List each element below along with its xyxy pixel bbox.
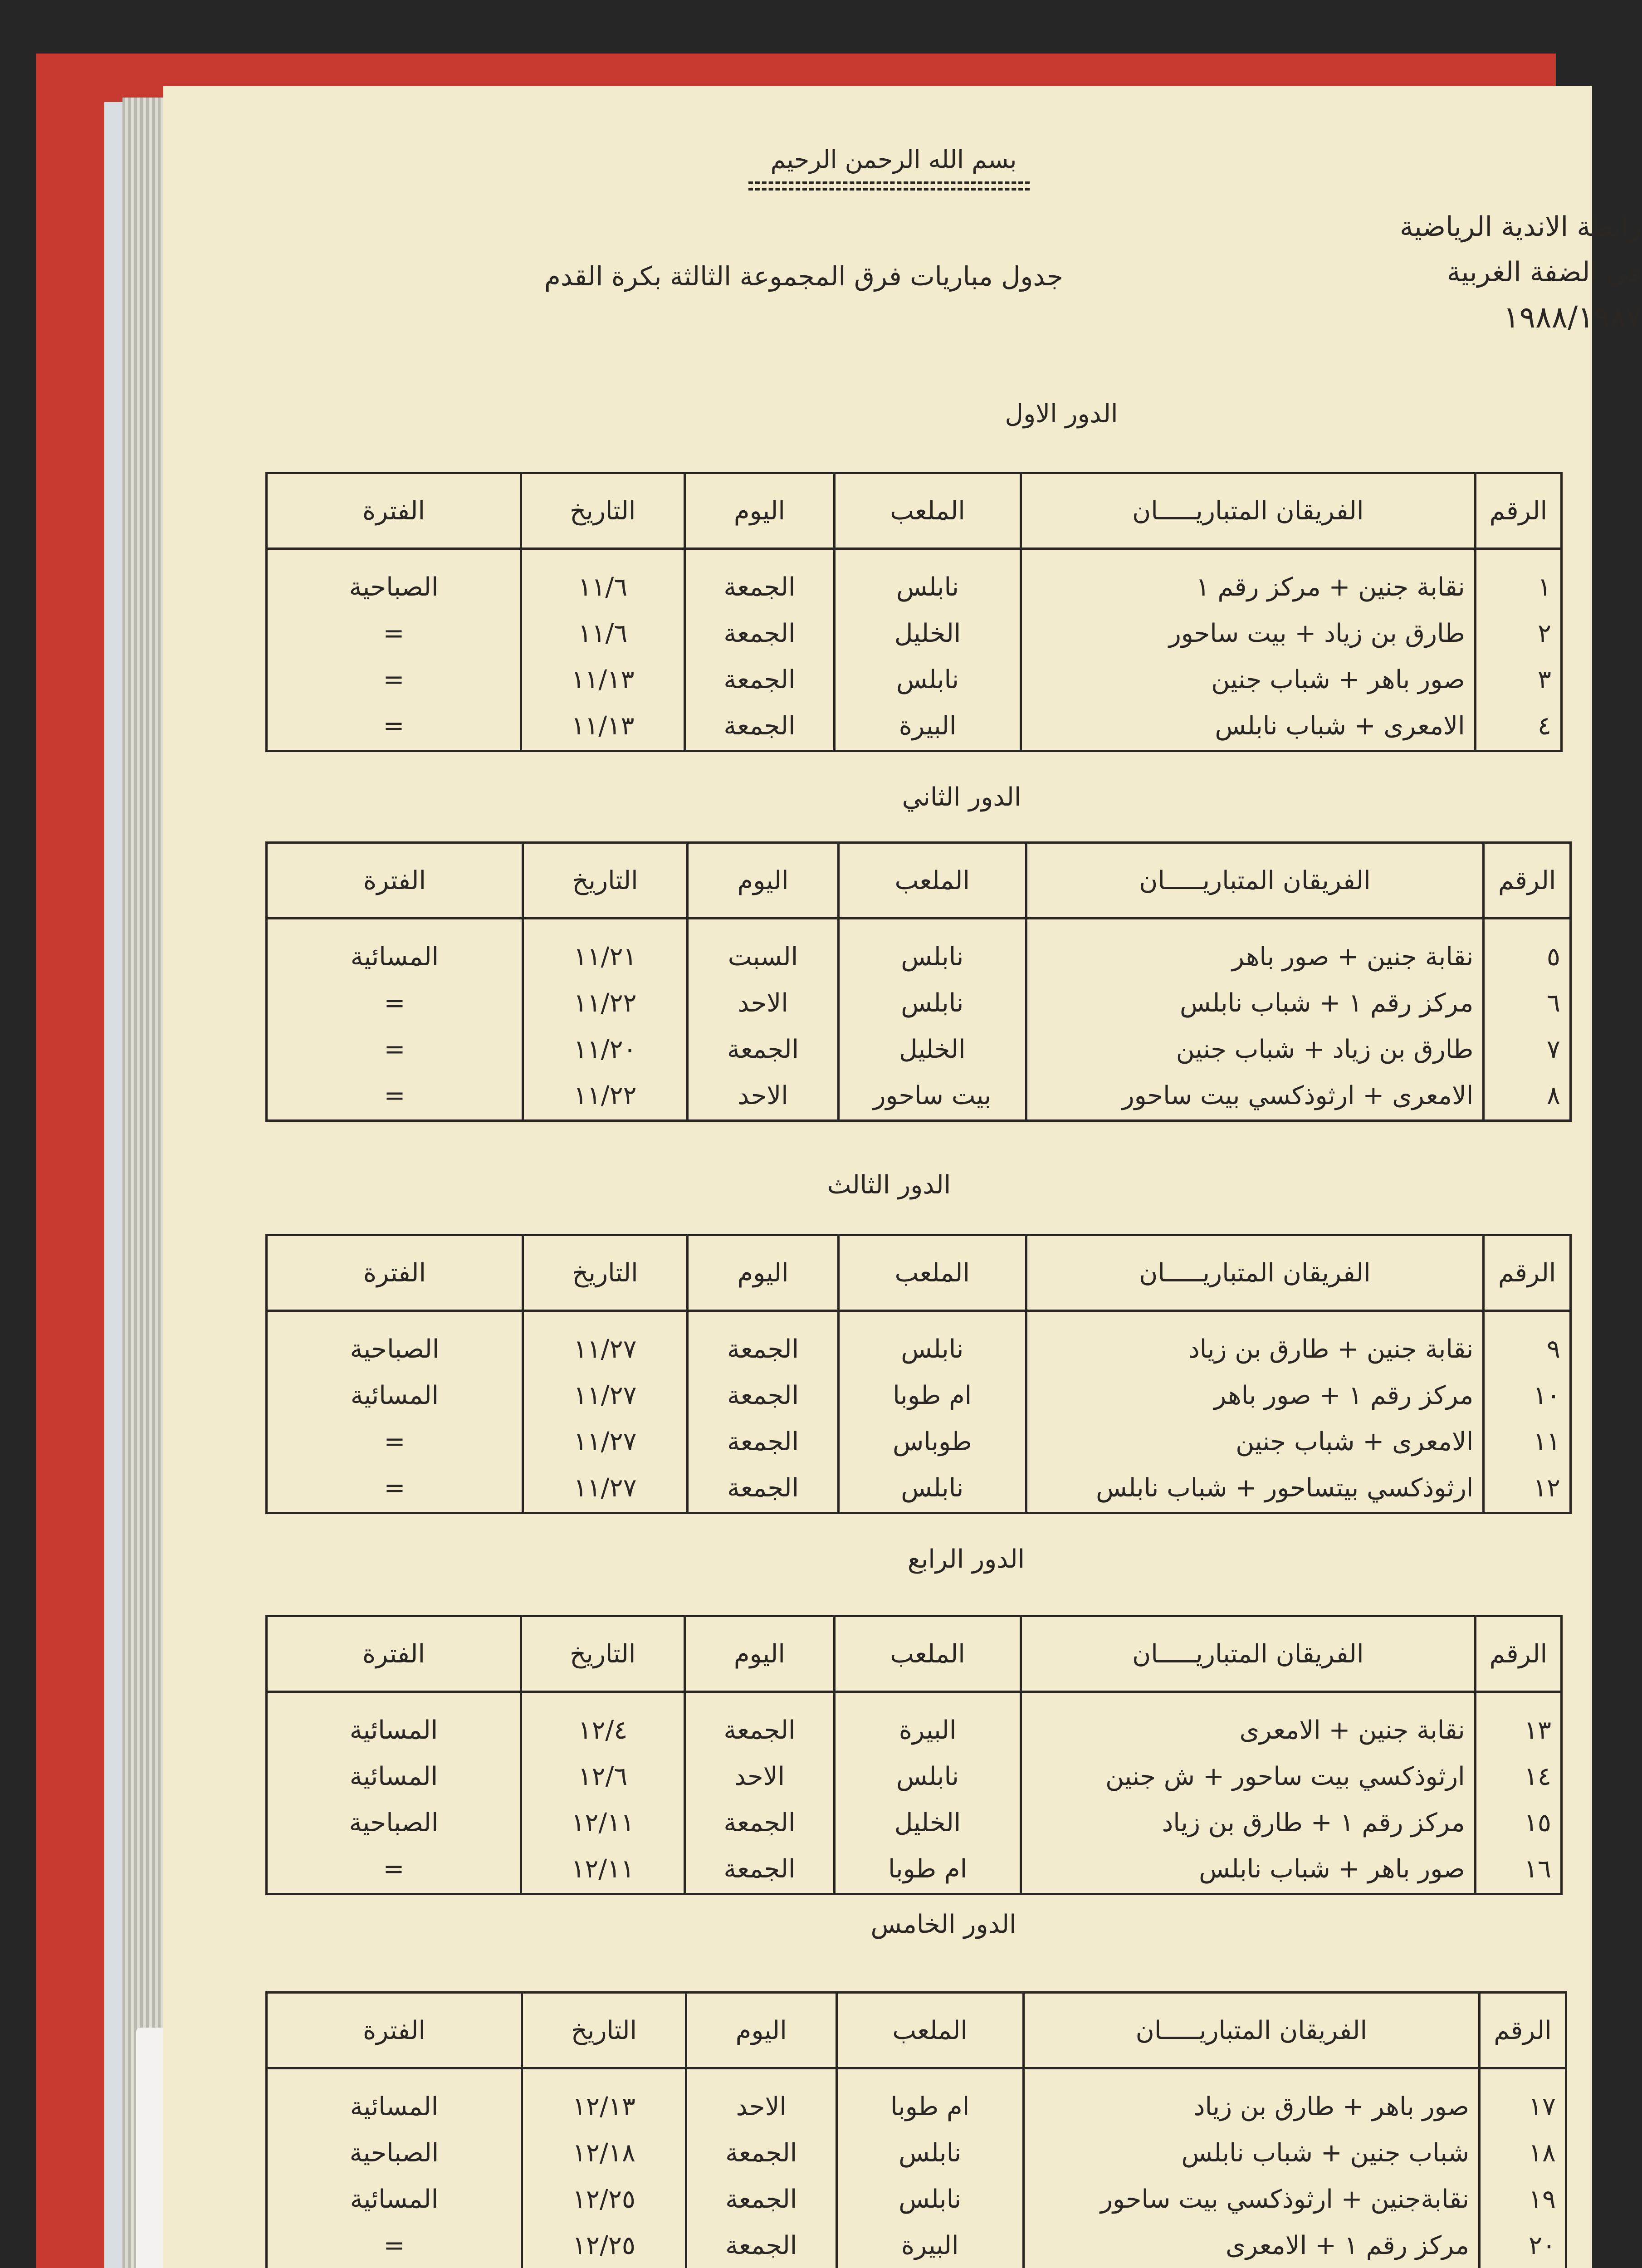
bookmark-tab xyxy=(136,2028,163,2268)
match-teams: صور باهر + طارق بن زياد xyxy=(1193,2092,1469,2121)
match-num: ٢ xyxy=(1537,619,1551,648)
org-name: رابطة الاندية الرياضية xyxy=(1399,211,1642,243)
round-table xyxy=(265,841,1572,1122)
column-header-date: التاريخ xyxy=(523,1235,687,1311)
column-cell-date xyxy=(521,1692,685,1894)
match-day: الاحد xyxy=(738,988,788,1018)
match-period: = xyxy=(384,1081,406,1110)
column-header-venue: الملعب xyxy=(838,843,1026,919)
column-cell-teams xyxy=(1023,2068,1479,2268)
match-venue: نابلس xyxy=(899,2138,962,2168)
match-venue: بيت ساحور xyxy=(873,1081,992,1110)
match-venue: الخليل xyxy=(899,1035,966,1064)
column-cell-day xyxy=(688,1311,839,1513)
column-header-venue: الملعب xyxy=(835,1616,1021,1692)
match-period: المسائية xyxy=(349,1716,438,1745)
org-region: في الضفة الغربية xyxy=(1447,256,1642,288)
season: ١٩٨٨/١٩٨٧ xyxy=(1503,300,1642,335)
match-venue: نابلس xyxy=(899,2185,962,2214)
column-header-venue: الملعب xyxy=(835,473,1021,549)
table-row xyxy=(267,1692,1562,1894)
column-cell-venue xyxy=(838,1311,1026,1513)
round-table xyxy=(265,1991,1567,2268)
column-header-num: الرقم xyxy=(1475,1616,1561,1692)
round-table xyxy=(265,1234,1572,1514)
column-header-date: التاريخ xyxy=(523,843,687,919)
match-teams: نقابة جنين + صور باهر xyxy=(1232,942,1474,972)
match-period: الصباحية xyxy=(349,572,439,602)
match-teams: مركز رقم ١ + صور باهر xyxy=(1214,1381,1474,1410)
column-cell-date xyxy=(523,919,687,1121)
match-teams: ارثوذكسي بيتساحور + شباب نابلس xyxy=(1096,1473,1474,1503)
match-venue: البيرة xyxy=(899,711,957,741)
match-num: ١٤ xyxy=(1524,1762,1551,1791)
column-header-day: اليوم xyxy=(688,1235,839,1311)
table-header-row xyxy=(267,843,1571,919)
match-date: ١٢/٢٥ xyxy=(572,2231,635,2260)
match-date: ١١/٢٢ xyxy=(573,1081,637,1110)
table-header-row xyxy=(267,1993,1566,2068)
match-num: ١٨ xyxy=(1528,2138,1556,2168)
round-title: الدور الخامس xyxy=(870,1910,1016,1939)
column-cell-day xyxy=(686,2068,836,2268)
page-stack-edge xyxy=(104,102,122,2268)
match-period: = xyxy=(383,711,405,741)
match-period: الصباحية xyxy=(349,2138,439,2168)
column-cell-day xyxy=(684,549,835,751)
round-title: الدور الرابع xyxy=(907,1545,1025,1574)
table-row xyxy=(267,919,1571,1121)
match-venue: نابلس xyxy=(901,1334,964,1364)
match-teams: ارثوذكسي بيت ساحور + ش جنين xyxy=(1105,1762,1465,1791)
decorative-rule xyxy=(748,181,1030,191)
column-cell-venue xyxy=(838,919,1026,1121)
match-day: الجمعة xyxy=(723,665,796,694)
column-cell-teams xyxy=(1021,549,1475,751)
match-day: الاحد xyxy=(738,1081,788,1110)
match-period: = xyxy=(384,1427,406,1457)
match-num: ٧ xyxy=(1546,1035,1560,1064)
match-date: ١٢/٤ xyxy=(578,1716,628,1745)
match-venue: نابلس xyxy=(901,942,964,972)
match-date: ١٢/١٣ xyxy=(572,2092,635,2121)
column-header-teams: الفريقان المتباريـــــان xyxy=(1021,1616,1475,1692)
column-header-day: اليوم xyxy=(684,473,835,549)
column-header-num: الرقم xyxy=(1484,1235,1571,1311)
match-num: ٢٠ xyxy=(1528,2231,1556,2260)
match-period: = xyxy=(383,1854,405,1884)
page-stack-edges xyxy=(122,98,163,2268)
match-num: ٥ xyxy=(1546,942,1560,972)
match-teams: نقابةجنين + ارثوذكسي بيت ساحور xyxy=(1100,2185,1469,2214)
column-cell-period xyxy=(267,549,521,751)
match-teams: طارق بن زياد + بيت ساحور xyxy=(1168,619,1465,648)
match-period: المسائية xyxy=(350,942,439,972)
match-day: الجمعة xyxy=(723,711,796,741)
match-date: ١١/٢٠ xyxy=(573,1035,637,1064)
match-teams: نقابة جنين + مركز رقم ١ xyxy=(1196,572,1465,602)
match-teams: الامعرى + ارثوذكسي بيت ساحور xyxy=(1122,1081,1474,1110)
column-header-teams: الفريقان المتباريـــــان xyxy=(1023,1993,1479,2068)
column-cell-period xyxy=(267,1311,523,1513)
match-period: المسائية xyxy=(349,1762,438,1791)
column-header-date: التاريخ xyxy=(521,1616,685,1692)
match-day: الجمعة xyxy=(723,619,796,648)
column-header-num: الرقم xyxy=(1484,843,1571,919)
column-header-period: الفترة xyxy=(267,473,521,549)
match-day: الجمعة xyxy=(725,2185,797,2214)
match-num: ١٥ xyxy=(1524,1808,1551,1838)
match-period: = xyxy=(383,665,405,694)
document-title: جدول مباريات فرق المجموعة الثالثة بكرة القدم xyxy=(544,261,1063,292)
match-day: الجمعة xyxy=(725,2231,797,2260)
table-row xyxy=(267,549,1562,751)
match-venue: البيرة xyxy=(901,2231,959,2260)
match-num: ١٧ xyxy=(1528,2092,1556,2121)
match-venue: ام طوبا xyxy=(888,1854,968,1884)
round-title: الدور الثاني xyxy=(902,782,1021,812)
column-cell-venue xyxy=(836,2068,1023,2268)
match-period: = xyxy=(383,619,405,648)
match-teams: شباب جنين + شباب نابلس xyxy=(1181,2138,1469,2168)
column-cell-period xyxy=(267,2068,522,2268)
match-num: ٤ xyxy=(1537,711,1551,741)
match-day: الجمعة xyxy=(725,2138,797,2168)
column-cell-num xyxy=(1475,549,1561,751)
match-date: ١٢/٦ xyxy=(578,1762,628,1791)
match-day: الاحد xyxy=(734,1762,785,1791)
match-teams: مركز رقم ١ + الامعرى xyxy=(1226,2231,1469,2260)
match-day: الجمعة xyxy=(727,1035,799,1064)
match-num: ١١ xyxy=(1533,1427,1560,1457)
match-venue: نابلس xyxy=(896,1762,959,1791)
column-cell-num xyxy=(1475,1692,1561,1894)
column-header-day: اليوم xyxy=(684,1616,835,1692)
match-teams: مركز رقم ١ + طارق بن زياد xyxy=(1162,1808,1465,1838)
match-teams: طارق بن زياد + شباب جنين xyxy=(1176,1035,1474,1064)
organization-header xyxy=(1400,204,1642,340)
match-period: = xyxy=(383,2231,405,2260)
match-num: ١٣ xyxy=(1524,1716,1551,1745)
column-cell-day xyxy=(684,1692,835,1894)
match-venue: ام طوبا xyxy=(893,1381,972,1410)
match-date: ١٢/١٨ xyxy=(572,2138,635,2168)
column-header-venue: الملعب xyxy=(836,1993,1023,2068)
match-num: ٩ xyxy=(1546,1334,1560,1364)
match-venue: الخليل xyxy=(894,1808,961,1838)
match-date: ١١/١٣ xyxy=(571,665,635,694)
match-day: الجمعة xyxy=(723,1854,796,1884)
match-num: ٣ xyxy=(1537,665,1551,694)
column-header-period: الفترة xyxy=(267,1993,522,2068)
match-num: ٦ xyxy=(1546,988,1560,1018)
match-date: ١١/٢١ xyxy=(573,942,637,972)
match-date: ١١/٢٧ xyxy=(573,1334,637,1364)
table-header-row xyxy=(267,473,1562,549)
match-day: الجمعة xyxy=(723,1716,796,1745)
match-date: ١١/٢٧ xyxy=(573,1473,637,1503)
match-teams: صور باهر + شباب جنين xyxy=(1211,665,1465,694)
column-header-period: الفترة xyxy=(267,1616,521,1692)
match-day: الجمعة xyxy=(727,1427,799,1457)
column-cell-date xyxy=(522,2068,686,2268)
match-date: ١١/١٣ xyxy=(571,711,635,741)
match-date: ١٢/١١ xyxy=(571,1808,635,1838)
match-period: الصباحية xyxy=(350,1334,440,1364)
column-header-num: الرقم xyxy=(1480,1993,1566,2068)
match-teams: نقابة جنين + الامعرى xyxy=(1239,1716,1465,1745)
table-row xyxy=(267,1311,1571,1513)
column-cell-num xyxy=(1484,919,1571,1121)
match-teams: نقابة جنين + طارق بن زياد xyxy=(1188,1334,1474,1364)
round-title: الدور الاول xyxy=(1005,399,1118,429)
match-num: ١٦ xyxy=(1524,1854,1551,1884)
round-table xyxy=(265,472,1563,752)
match-venue: طوباس xyxy=(893,1427,972,1457)
match-period: = xyxy=(384,1035,406,1064)
column-cell-period xyxy=(267,919,523,1121)
column-cell-num xyxy=(1480,2068,1566,2268)
table-header-row xyxy=(267,1616,1562,1692)
column-header-teams: الفريقان المتباريـــــان xyxy=(1026,1235,1484,1311)
column-header-date: التاريخ xyxy=(522,1993,686,2068)
column-header-period: الفترة xyxy=(267,843,523,919)
column-header-day: اليوم xyxy=(686,1993,836,2068)
match-period: = xyxy=(384,988,406,1018)
match-day: الجمعة xyxy=(727,1473,799,1503)
match-day: الجمعة xyxy=(723,1808,796,1838)
column-header-num: الرقم xyxy=(1475,473,1561,549)
match-venue: نابلس xyxy=(901,1473,964,1503)
column-header-venue: الملعب xyxy=(838,1235,1026,1311)
match-num: ٨ xyxy=(1546,1081,1560,1110)
table-header-row xyxy=(267,1235,1571,1311)
match-date: ١١/٢٧ xyxy=(573,1427,637,1457)
match-period: المسائية xyxy=(350,2185,439,2214)
column-cell-period xyxy=(267,1692,521,1894)
match-venue: البيرة xyxy=(899,1716,957,1745)
column-cell-day xyxy=(688,919,839,1121)
column-cell-date xyxy=(521,549,685,751)
match-date: ١٢/٢٥ xyxy=(572,2185,635,2214)
match-day: الجمعة xyxy=(727,1334,799,1364)
match-teams: الامعرى + شباب جنين xyxy=(1236,1427,1474,1457)
match-period: المسائية xyxy=(350,1381,439,1410)
column-cell-venue xyxy=(835,1692,1021,1894)
match-teams: الامعرى + شباب نابلس xyxy=(1215,711,1465,741)
match-date: ١١/٢٢ xyxy=(573,988,637,1018)
round-table xyxy=(265,1615,1563,1895)
table-row xyxy=(267,2068,1566,2268)
match-period: المسائية xyxy=(350,2092,439,2121)
match-date: ١١/٢٧ xyxy=(573,1381,637,1410)
match-day: الاحد xyxy=(736,2092,787,2121)
match-day: الجمعة xyxy=(723,572,796,602)
match-venue: ام طوبا xyxy=(890,2092,970,2121)
column-header-date: التاريخ xyxy=(521,473,685,549)
column-header-period: الفترة xyxy=(267,1235,523,1311)
column-header-day: اليوم xyxy=(688,843,839,919)
column-cell-venue xyxy=(835,549,1021,751)
match-day: السبت xyxy=(728,942,798,972)
column-cell-num xyxy=(1484,1311,1571,1513)
column-cell-teams xyxy=(1026,919,1484,1121)
match-date: ١١/٦ xyxy=(578,619,628,648)
column-header-teams: الفريقان المتباريـــــان xyxy=(1021,473,1475,549)
match-venue: نابلس xyxy=(896,572,959,602)
match-date: ١٢/١١ xyxy=(571,1854,635,1884)
round-title: الدور الثالث xyxy=(827,1170,951,1200)
match-teams: مركز رقم ١ + شباب نابلس xyxy=(1180,988,1474,1018)
match-venue: الخليل xyxy=(894,619,961,648)
match-day: الجمعة xyxy=(727,1381,799,1410)
column-cell-teams xyxy=(1021,1692,1475,1894)
basmala: بسم الله الرحمن الرحيم xyxy=(770,145,1017,174)
match-teams: صور باهر + شباب نابلس xyxy=(1199,1854,1465,1884)
column-cell-date xyxy=(523,1311,687,1513)
match-num: ١٢ xyxy=(1533,1473,1560,1503)
match-date: ١١/٦ xyxy=(578,572,628,602)
document-page xyxy=(163,86,1642,2268)
match-period: الصباحية xyxy=(349,1808,439,1838)
match-num: ١٠ xyxy=(1533,1381,1560,1410)
column-cell-teams xyxy=(1026,1311,1484,1513)
match-num: ١٩ xyxy=(1528,2185,1556,2214)
column-header-teams: الفريقان المتباريـــــان xyxy=(1026,843,1484,919)
match-period: = xyxy=(384,1473,406,1503)
match-venue: نابلس xyxy=(896,665,959,694)
match-num: ١ xyxy=(1537,572,1551,602)
match-venue: نابلس xyxy=(901,988,964,1018)
